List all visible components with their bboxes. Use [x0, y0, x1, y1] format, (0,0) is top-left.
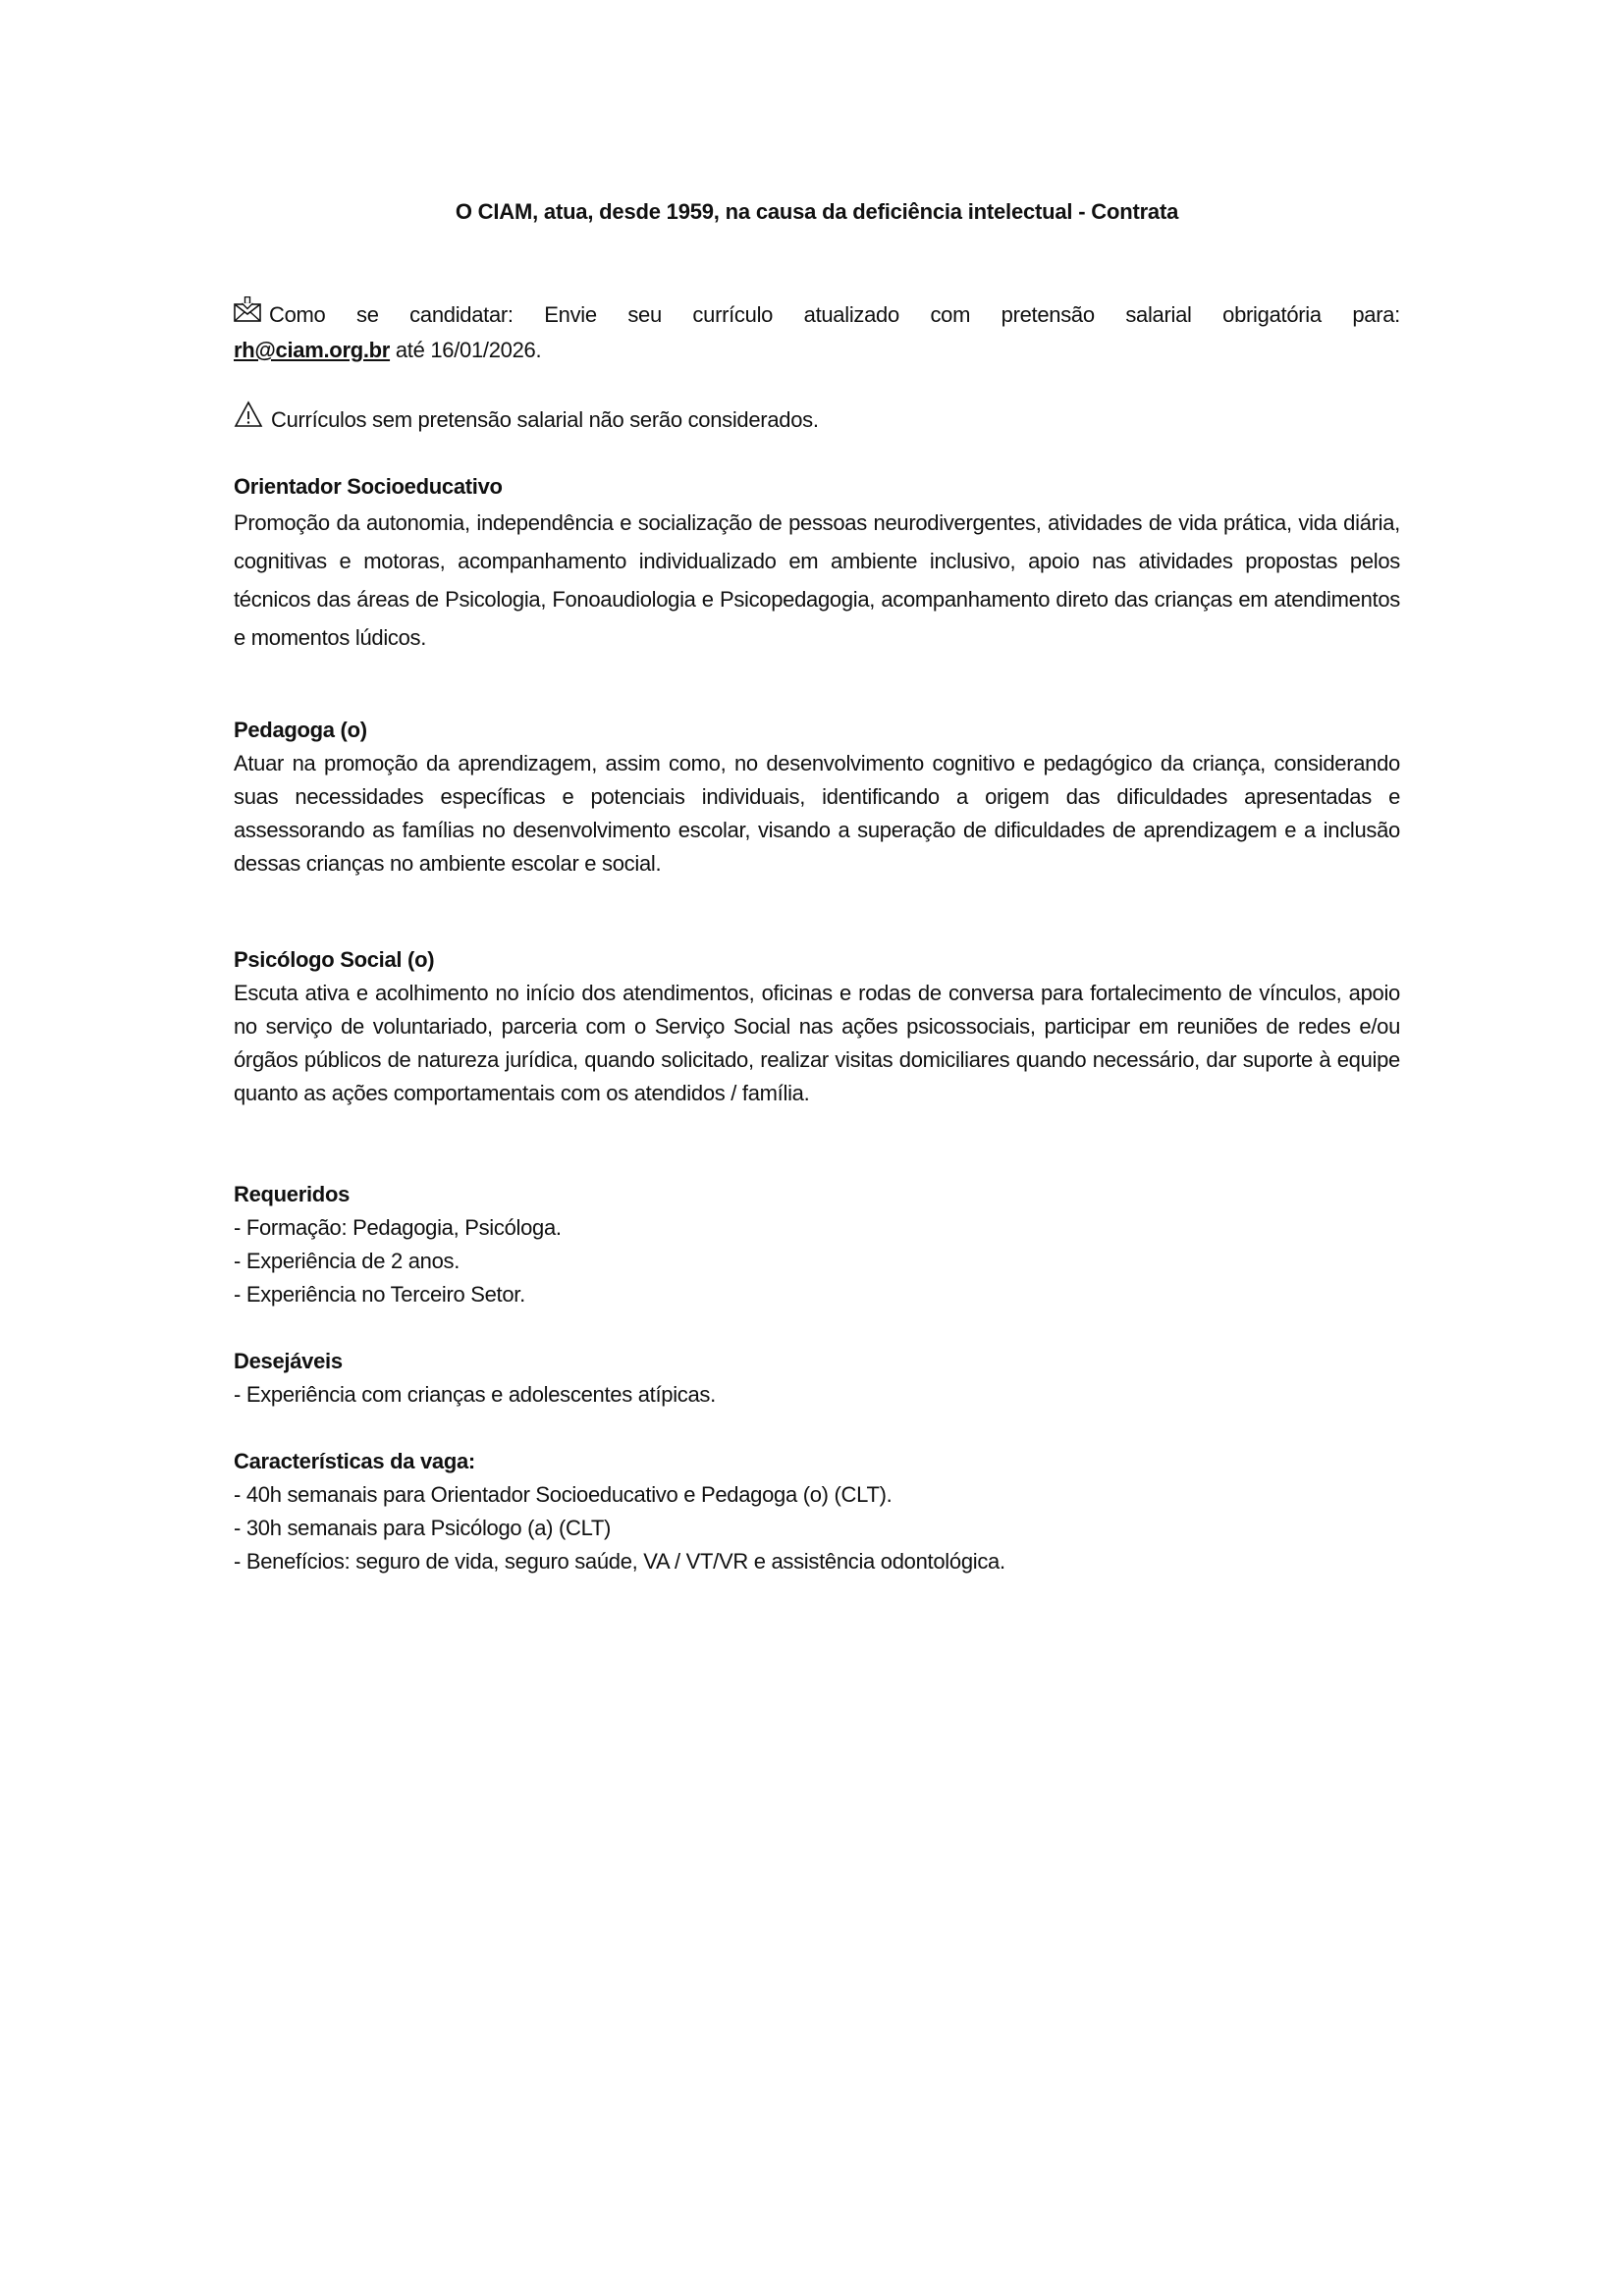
apply-text: Como se candidatar: Envie seu currículo atualizado com pretensão salarial obrigatória para: — [269, 302, 1400, 327]
section-orientador — [234, 470, 1400, 657]
list-item: - 30h semanais para Psicólogo (a) (CLT) — [234, 1516, 612, 1540]
list-item: - Experiência com crianças e adolescentes atípicas. — [234, 1382, 716, 1407]
section-heading: Desejáveis — [234, 1349, 343, 1373]
section-desejaveis — [234, 1345, 1400, 1412]
section-body: Atuar na promoção da aprendizagem, assim como, no desenvolvimento cognitivo e pedagógico da criança, considerando suas necessidades específicas e potenciais individuais, identificando a origem das dificuldades apresentadas e assessorando as famílias no desenvolvimento escolar, visando a superação de dificuldades de aprendizagem e a inclusão dessas crianças no ambiente escolar e social. — [234, 751, 1400, 876]
section-heading: Psicólogo Social (o) — [234, 947, 435, 972]
list-item: - Formação: Pedagogia, Psicóloga. — [234, 1215, 562, 1240]
email-link[interactable]: rh@ciam.org.br — [234, 338, 391, 363]
section-pedagoga — [234, 714, 1400, 881]
section-heading: Requeridos — [234, 1182, 351, 1206]
section-caracteristicas — [234, 1445, 1400, 1578]
section-psicologo — [234, 943, 1400, 1110]
list-item: - Experiência de 2 anos. — [234, 1249, 460, 1273]
section-heading: Pedagoga (o) — [234, 718, 367, 742]
warning-text: Currículos sem pretensão salarial não serão considerados. — [271, 406, 819, 432]
section-heading: Características da vaga: — [234, 1449, 475, 1473]
section-requeridos — [234, 1178, 1400, 1311]
envelope-download-icon — [234, 296, 261, 332]
page-title: O CIAM, atua, desde 1959, na causa da deficiência intelectual - Contrata — [455, 199, 1179, 224]
section-heading: Orientador Socioeducativo — [234, 474, 503, 499]
list-item: - 40h semanais para Orientador Socioeducativo e Pedagoga (o) (CLT). — [234, 1482, 893, 1507]
list-item: - Benefícios: seguro de vida, seguro saúde, VA / VT/VR e assistência odontológica. — [234, 1549, 1005, 1574]
section-body: Escuta ativa e acolhimento no início dos atendimentos, oficinas e rodas de conversa para fortalecimento de vínculos, apoio no serviço de voluntariado, parceria com o Serviço Social nas ações psicossociais, participar em reuniões de redes e/ou órgãos públicos de natureza jurídica, quando solicitado, realizar visitas domiciliares quando necessário, dar suporte à equipe quanto as ações comportamentais com os atendidos / família. — [234, 981, 1400, 1105]
section-body: Promoção da autonomia, independência e socialização de pessoas neurodivergentes, atividades de vida prática, vida diária, cognitivas e motoras, acompanhamento individualizado em ambiente inclusivo, apoio nas atividades propostas pelos técnicos das áreas de Psicologia, Fonoaudiologia e Psicopedagogia, acompanhamento direto das crianças em atendimentos e momentos lúdicos. — [234, 510, 1400, 650]
warning-triangle-icon — [234, 400, 263, 438]
list-item: - Experiência no Terceiro Setor. — [234, 1282, 525, 1307]
apply-instructions — [234, 298, 1400, 367]
warning-notice — [234, 402, 1400, 440]
apply-deadline: até 16/01/2026. — [390, 338, 542, 363]
apply-line — [234, 298, 1400, 334]
